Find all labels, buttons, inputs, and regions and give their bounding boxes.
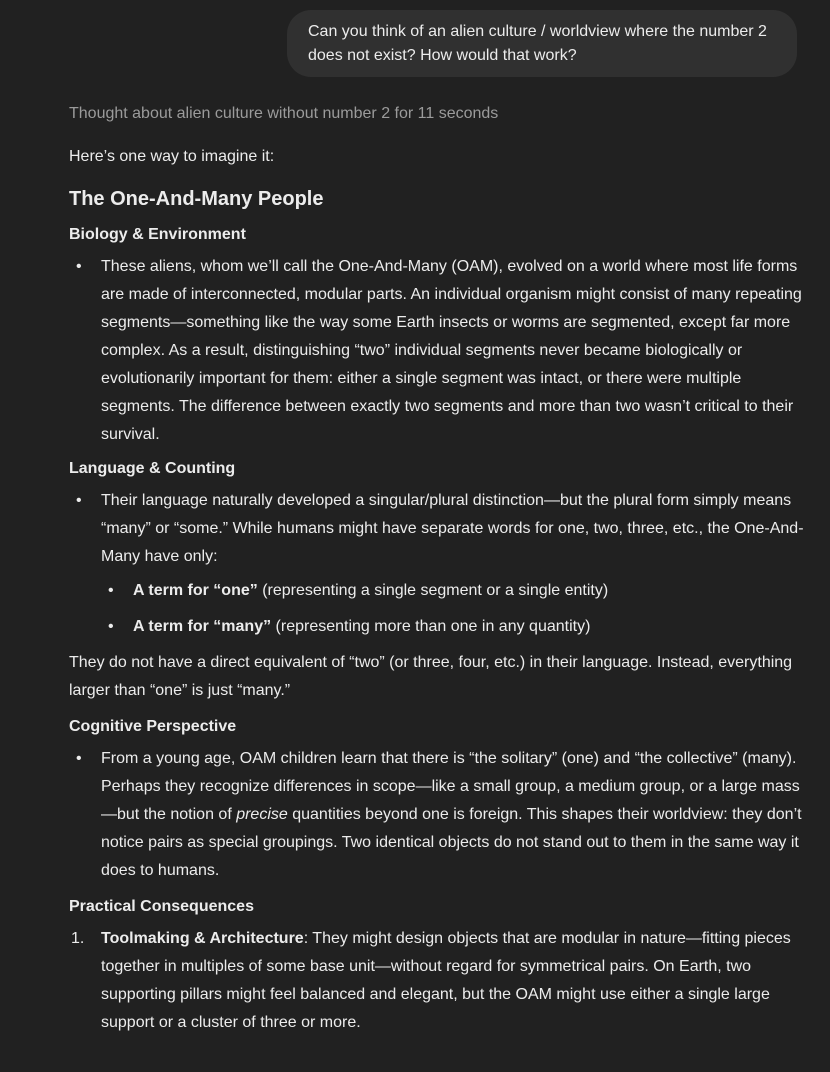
response-title: The One-And-Many People bbox=[69, 188, 324, 210]
sublist-desc: (representing a single segment or a single entity) bbox=[257, 582, 609, 599]
numbered-item-desc: : They might design objects that are modular in nature—fitting pieces together in multiples of some base unit—without regard for symmetrical pairs. On Earth, two supporting pillars might feel balanced and elegant, but the OAM might use either a single large support or a cluster of three or more. bbox=[101, 930, 791, 1031]
bullet-marker: • bbox=[76, 258, 82, 275]
language-sublist bbox=[69, 577, 809, 641]
language-paragraph: They do not have a direct equivalent of “two” (or three, four, etc.) in their language. Instead, everything larger than “one” is just “many.” bbox=[69, 654, 793, 699]
list-item-text: Their language naturally developed a singular/plural distinction—but the plural form simply means “many” or “some.” While humans might have separate words for one, two, three, etc., the One-And-Many have only: bbox=[101, 492, 804, 565]
list-number: 1. bbox=[71, 930, 85, 947]
user-message-bubble bbox=[287, 10, 797, 77]
sublist-item bbox=[69, 613, 809, 641]
practical-list bbox=[69, 925, 809, 1037]
language-list bbox=[69, 487, 809, 571]
sublist-term: A term for “many” bbox=[133, 618, 272, 635]
sublist-item bbox=[69, 577, 809, 605]
intro-text: Here’s one way to imagine it: bbox=[69, 148, 275, 165]
emphasis-text: precise bbox=[236, 806, 288, 823]
user-message-line: Can you think of an alien culture / worldview where the number 2 bbox=[308, 23, 767, 40]
numbered-item-term: Toolmaking & Architecture bbox=[101, 930, 304, 947]
list-item bbox=[69, 745, 809, 885]
biology-list bbox=[69, 253, 809, 449]
assistant-response bbox=[69, 143, 809, 1037]
list-item-text: From a young age, OAM children learn that there is “the solitary” (one) and “the collective” (many). Perhaps they recognize differences in scope—like a small group, a medium group, or a large mass—but the notion of bbox=[101, 750, 800, 823]
bullet-marker: • bbox=[76, 492, 82, 509]
bullet-marker: • bbox=[108, 582, 114, 599]
section-heading-cognitive: Cognitive Perspective bbox=[69, 718, 237, 735]
section-heading-practical: Practical Consequences bbox=[69, 898, 254, 915]
list-item bbox=[69, 253, 809, 449]
section-heading-biology: Biology & Environment bbox=[69, 226, 246, 243]
list-item bbox=[69, 487, 809, 571]
section-heading-language: Language & Counting bbox=[69, 460, 236, 477]
thought-toggle[interactable]: Thought about alien culture without number 2 for 11 seconds bbox=[69, 105, 499, 122]
list-item-text: quantities beyond one is foreign. This shapes their worldview: they don’t notice pairs as special groupings. Two identical objects do not stand out to them in the same way it does to humans. bbox=[101, 806, 802, 879]
list-item-text: These aliens, whom we’ll call the One-And-Many (OAM), evolved on a world where most life forms are made of interconnected, modular parts. An individual organism might consist of many repeating segments—something like the way some Earth insects or worms are segmented, except far more complex. As a result, distinguishing “two” individual segments never became biologically or evolutionarily important for them: either a single segment was intact, or there were multiple segments. The difference between exactly two segments and more than two wasn’t critical to their survival. bbox=[101, 258, 802, 443]
bullet-marker: • bbox=[76, 750, 82, 767]
sublist-term: A term for “one” bbox=[133, 582, 258, 599]
user-message-line: does not exist? How would that work? bbox=[308, 47, 577, 64]
cognitive-list bbox=[69, 745, 809, 885]
bullet-marker: • bbox=[108, 618, 114, 635]
sublist-desc: (representing more than one in any quantity) bbox=[271, 618, 591, 635]
numbered-item bbox=[69, 925, 809, 1037]
